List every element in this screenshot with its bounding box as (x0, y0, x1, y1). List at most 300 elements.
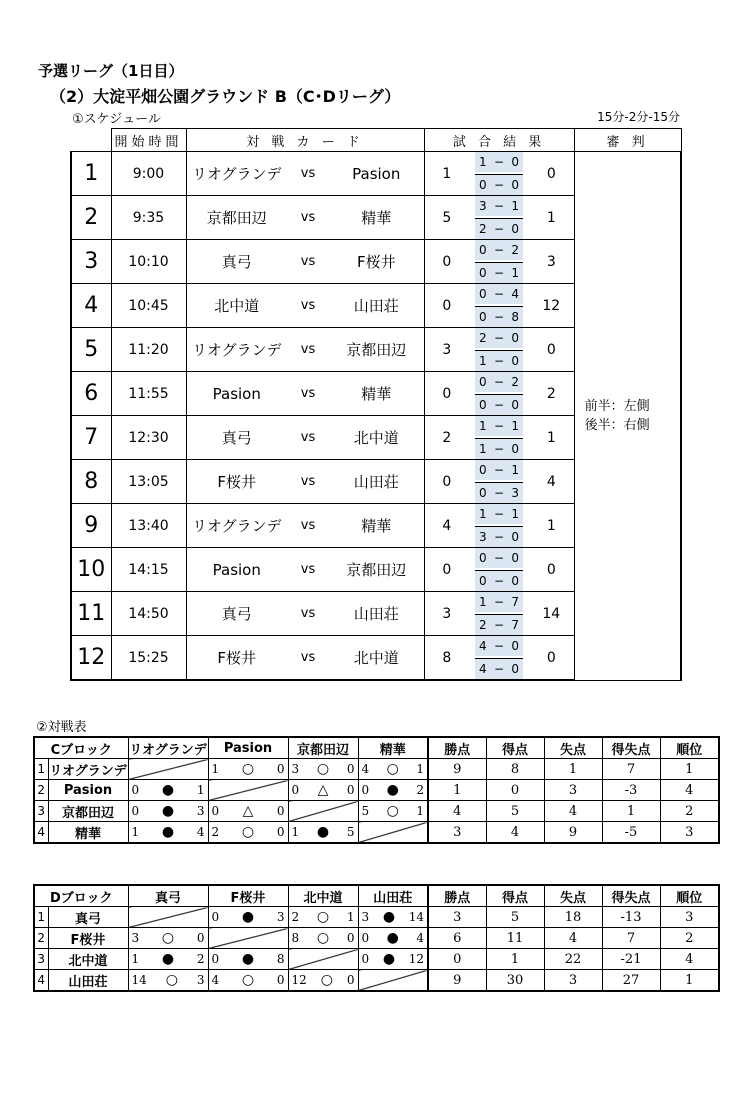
goals-against: 2 (416, 783, 424, 797)
away-team: 北中道 (329, 416, 424, 460)
dash: − (494, 331, 505, 345)
goals-against: 14 (408, 910, 424, 924)
result-mark: ○ (165, 972, 178, 988)
goals-against: 12 (408, 952, 424, 966)
match-result-cell (288, 780, 358, 801)
result-mark: ○ (241, 761, 255, 777)
first-half-score (475, 240, 523, 260)
second-half-score (475, 482, 523, 503)
first-half-score (475, 416, 523, 436)
vs-label: vs (287, 152, 329, 196)
dash: − (494, 419, 505, 433)
second-half-home: 1 (479, 442, 487, 456)
stat-header: 順位 (660, 885, 719, 907)
stat-value: 7 (602, 928, 660, 949)
goals-against: 3 (196, 804, 205, 818)
goals-for: 3 (131, 931, 140, 945)
goals-for: 0 (211, 910, 220, 924)
second-half-home: 2 (479, 222, 487, 236)
home-team: Pasion (186, 548, 287, 592)
first-half-score (475, 328, 523, 348)
home-score: 0 (424, 372, 469, 416)
stat-value: 4 (544, 801, 602, 822)
home-score: 0 (424, 460, 469, 504)
stat-value: 30 (486, 970, 544, 992)
self-match-cell (208, 780, 288, 801)
first-half-away: 0 (511, 331, 520, 345)
match-number: 7 (71, 416, 111, 460)
first-half-home: 1 (479, 155, 487, 169)
stat-value: 11 (486, 928, 544, 949)
first-half-home: 0 (479, 243, 487, 257)
stat-value: 1 (544, 759, 602, 780)
second-half-score (475, 438, 523, 459)
stat-value: 1 (660, 759, 719, 780)
match-number: 10 (71, 548, 111, 592)
stat-value: 1 (486, 949, 544, 970)
match-result-cell (208, 759, 288, 780)
match-number: 8 (71, 460, 111, 504)
home-score: 1 (424, 152, 469, 196)
first-half-home: 0 (479, 551, 487, 565)
block-name: Dブロック (34, 885, 128, 907)
first-half-score (475, 152, 523, 172)
vs-label: vs (287, 284, 329, 328)
header-matchup: 対 戦 カ ー ド (186, 129, 424, 152)
goals-for: 1 (291, 825, 300, 839)
stat-header: 勝点 (428, 885, 486, 907)
row-number: 2 (34, 780, 48, 801)
opponent-header: 精華 (358, 737, 428, 759)
first-half-away: 0 (511, 551, 520, 565)
goals-for: 5 (361, 804, 370, 818)
first-half-score (475, 548, 523, 568)
dash: − (494, 243, 505, 257)
goals-against: 0 (276, 825, 285, 839)
half-scores (469, 504, 529, 548)
match-time: 12:30 (111, 416, 186, 460)
home-team: リオグランデ (186, 152, 287, 196)
result-mark: ● (241, 951, 255, 967)
second-half-score (475, 306, 523, 327)
home-team: 真弓 (186, 592, 287, 636)
standing-row (34, 928, 719, 949)
goals-for: 3 (291, 762, 300, 776)
first-half-score (475, 284, 523, 304)
home-score: 4 (424, 504, 469, 548)
home-team: F桜井 (186, 460, 287, 504)
home-score: 0 (424, 284, 469, 328)
stat-value: 3 (428, 907, 486, 928)
stat-value: 5 (486, 801, 544, 822)
match-result-cell (128, 822, 208, 844)
second-half-score (475, 350, 523, 371)
away-score: 0 (529, 636, 574, 681)
goals-for: 4 (211, 973, 220, 987)
opponent-header: 山田荘 (358, 885, 428, 907)
away-score: 0 (529, 548, 574, 592)
dash: − (494, 530, 505, 544)
goals-for: 0 (361, 783, 370, 797)
match-result-cell (358, 928, 428, 949)
away-score: 2 (529, 372, 574, 416)
home-team: リオグランデ (186, 504, 287, 548)
second-half-home: 0 (479, 310, 487, 324)
result-mark: △ (242, 803, 254, 819)
first-half-score (475, 636, 523, 656)
opponent-header: 真弓 (128, 885, 208, 907)
stat-value: 4 (486, 822, 544, 844)
goals-against: 3 (276, 910, 285, 924)
goals-against: 0 (196, 931, 205, 945)
result-mark: ● (161, 803, 175, 819)
block-header-row (34, 737, 719, 759)
stat-header: 得点 (486, 737, 544, 759)
match-time: 10:10 (111, 240, 186, 284)
dash: − (494, 463, 505, 477)
second-half-away: 8 (511, 310, 520, 324)
second-half-away: 7 (511, 618, 520, 632)
home-team: リオグランデ (186, 328, 287, 372)
first-half-home: 2 (479, 331, 487, 345)
match-time: 15:25 (111, 636, 186, 681)
stat-value: -5 (602, 822, 660, 844)
self-match-cell (358, 970, 428, 992)
half-scores (469, 460, 529, 504)
row-number: 3 (34, 801, 48, 822)
match-number: 4 (71, 284, 111, 328)
away-team: Pasion (329, 152, 424, 196)
result-mark: ○ (241, 824, 255, 840)
team-name: 京都田辺 (48, 801, 128, 822)
row-number: 4 (34, 822, 48, 844)
first-half-score (475, 592, 523, 612)
away-team: 北中道 (329, 636, 424, 681)
match-time: 11:55 (111, 372, 186, 416)
standing-row (34, 907, 719, 928)
second-half-score (475, 570, 523, 591)
opponent-header: リオグランデ (128, 737, 208, 759)
away-score: 3 (529, 240, 574, 284)
second-half-home: 0 (479, 486, 487, 500)
goals-for: 0 (361, 952, 370, 966)
opponent-header: 京都田辺 (288, 737, 358, 759)
away-team: 京都田辺 (329, 328, 424, 372)
result-mark: ○ (241, 972, 255, 988)
match-time: 13:05 (111, 460, 186, 504)
match-format: 15分-2分-15分 (597, 110, 680, 124)
result-mark: ● (386, 782, 399, 798)
block-header-row (34, 885, 719, 907)
half-scores (469, 636, 529, 681)
match-number: 5 (71, 328, 111, 372)
match-time: 14:15 (111, 548, 186, 592)
row-number: 4 (34, 970, 48, 992)
team-name: Pasion (48, 780, 128, 801)
vs-label: vs (287, 504, 329, 548)
second-half-away: 0 (511, 354, 520, 368)
goals-for: 12 (291, 973, 307, 987)
stat-value: 4 (544, 928, 602, 949)
schedule-header-row (71, 129, 681, 152)
stat-value: 2 (660, 801, 719, 822)
result-mark: ○ (386, 803, 399, 819)
stat-value: -3 (602, 780, 660, 801)
team-name: 真弓 (48, 907, 128, 928)
dash: − (494, 266, 505, 280)
first-half-home: 1 (479, 419, 487, 433)
second-half-away: 0 (511, 222, 520, 236)
first-half-home: 0 (479, 463, 487, 477)
home-score: 3 (424, 328, 469, 372)
match-number: 3 (71, 240, 111, 284)
match-result-cell (208, 970, 288, 992)
result-mark: ● (316, 824, 330, 840)
goals-for: 14 (131, 973, 147, 987)
header-blank (71, 129, 111, 152)
stat-value: 22 (544, 949, 602, 970)
match-number: 9 (71, 504, 111, 548)
second-half-home: 0 (479, 266, 487, 280)
goals-against: 1 (416, 804, 424, 818)
second-half-home: 0 (479, 178, 487, 192)
first-half-home: 0 (479, 375, 487, 389)
result-mark: ● (161, 824, 175, 840)
match-number: 1 (71, 152, 111, 196)
result-mark: ● (382, 951, 396, 967)
goals-for: 0 (211, 952, 220, 966)
result-mark: ● (241, 909, 255, 925)
match-result-cell (358, 759, 428, 780)
stat-value: 3 (428, 822, 486, 844)
goals-against: 0 (346, 973, 355, 987)
goals-against: 5 (346, 825, 355, 839)
team-name: F桜井 (48, 928, 128, 949)
stat-value: 4 (660, 949, 719, 970)
result-mark: ○ (320, 972, 333, 988)
goals-against: 4 (196, 825, 205, 839)
goals-against: 2 (196, 952, 205, 966)
row-number: 1 (34, 759, 48, 780)
match-result-cell (128, 949, 208, 970)
header-start-time: 開始時間 (111, 129, 186, 152)
dash: − (494, 662, 505, 676)
result-mark: ● (382, 909, 396, 925)
match-time: 10:45 (111, 284, 186, 328)
dash: − (494, 595, 505, 609)
header-result: 試 合 結 果 (424, 129, 574, 152)
dash: − (494, 310, 505, 324)
match-number: 11 (71, 592, 111, 636)
page-title: 予選リーグ（1日目） (38, 62, 184, 80)
first-half-away: 4 (511, 287, 520, 301)
stat-value: 1 (428, 780, 486, 801)
match-result-cell (208, 949, 288, 970)
first-half-away: 0 (511, 155, 520, 169)
stat-value: -13 (602, 907, 660, 928)
standings-label: ②対戦表 (36, 720, 87, 735)
match-number: 12 (71, 636, 111, 681)
goals-for: 3 (361, 910, 370, 924)
first-half-home: 0 (479, 287, 487, 301)
second-half-home: 2 (479, 618, 487, 632)
away-team: F桜井 (329, 240, 424, 284)
second-half-score (475, 526, 523, 547)
opponent-header: F桜井 (208, 885, 288, 907)
goals-against: 0 (276, 762, 285, 776)
goals-against: 0 (346, 783, 355, 797)
dash: − (494, 354, 505, 368)
stat-value: 8 (486, 759, 544, 780)
second-half-away: 0 (511, 530, 520, 544)
match-result-cell (208, 801, 288, 822)
half-scores (469, 372, 529, 416)
goals-against: 1 (196, 783, 205, 797)
dash: − (494, 639, 505, 653)
row-number: 1 (34, 907, 48, 928)
goals-against: 4 (416, 931, 424, 945)
dash: − (494, 398, 505, 412)
second-half-away: 0 (511, 178, 520, 192)
match-time: 13:40 (111, 504, 186, 548)
home-score: 5 (424, 196, 469, 240)
second-half-score (475, 218, 523, 239)
result-mark: △ (317, 782, 329, 798)
goals-against: 0 (276, 973, 285, 987)
match-result-cell (288, 970, 358, 992)
stat-value: 9 (544, 822, 602, 844)
stat-value: 6 (428, 928, 486, 949)
first-half-away: 1 (511, 463, 520, 477)
half-scores (469, 152, 529, 196)
dash: − (494, 618, 505, 632)
second-half-away: 0 (511, 574, 520, 588)
result-mark: ○ (316, 930, 330, 946)
dash: − (494, 287, 505, 301)
goals-against: 1 (346, 910, 355, 924)
dash: − (494, 551, 505, 565)
stat-value: 2 (660, 928, 719, 949)
match-row (71, 152, 681, 196)
home-score: 0 (424, 548, 469, 592)
match-result-cell (358, 949, 428, 970)
second-half-away: 0 (511, 398, 520, 412)
result-mark: ● (161, 951, 175, 967)
first-half-score (475, 504, 523, 524)
goals-for: 0 (131, 804, 140, 818)
stat-header: 失点 (544, 885, 602, 907)
vs-label: vs (287, 548, 329, 592)
second-half-home: 4 (479, 662, 487, 676)
goals-against: 3 (196, 973, 205, 987)
referee-second-half: 後半：右側 (584, 417, 650, 433)
goals-for: 0 (211, 804, 220, 818)
home-score: 8 (424, 636, 469, 681)
half-scores (469, 548, 529, 592)
self-match-cell (288, 801, 358, 822)
away-score: 4 (529, 460, 574, 504)
half-scores (469, 592, 529, 636)
team-name: 山田荘 (48, 970, 128, 992)
first-half-away: 7 (511, 595, 520, 609)
goals-for: 0 (361, 931, 370, 945)
second-half-score (475, 614, 523, 635)
stat-value: 1 (660, 970, 719, 992)
self-match-cell (128, 907, 208, 928)
dash: − (494, 574, 505, 588)
match-result-cell (208, 822, 288, 844)
away-score: 0 (529, 328, 574, 372)
stat-value: 3 (660, 822, 719, 844)
opponent-header: Pasion (208, 737, 288, 759)
stat-value: 27 (602, 970, 660, 992)
first-half-home: 1 (479, 595, 487, 609)
goals-against: 0 (346, 931, 355, 945)
dash: − (494, 155, 505, 169)
away-score: 0 (529, 152, 574, 196)
half-scores (469, 196, 529, 240)
second-half-home: 0 (479, 398, 487, 412)
stat-value: 0 (486, 780, 544, 801)
vs-label: vs (287, 636, 329, 681)
away-score: 14 (529, 592, 574, 636)
home-team: 北中道 (186, 284, 287, 328)
stat-value: 3 (544, 780, 602, 801)
away-score: 1 (529, 196, 574, 240)
standing-row (34, 801, 719, 822)
self-match-cell (208, 928, 288, 949)
goals-for: 4 (361, 762, 370, 776)
second-half-score (475, 174, 523, 195)
away-score: 1 (529, 416, 574, 460)
goals-against: 0 (346, 762, 355, 776)
goals-for: 0 (131, 783, 140, 797)
match-result-cell (128, 970, 208, 992)
away-score: 1 (529, 504, 574, 548)
vs-label: vs (287, 240, 329, 284)
goals-against: 0 (276, 804, 285, 818)
stat-value: 9 (428, 970, 486, 992)
match-result-cell (288, 822, 358, 844)
away-team: 山田荘 (329, 284, 424, 328)
second-half-away: 3 (511, 486, 520, 500)
first-half-home: 1 (479, 507, 487, 521)
half-scores (469, 240, 529, 284)
dash: − (494, 375, 505, 389)
stat-header: 失点 (544, 737, 602, 759)
second-half-away: 0 (511, 442, 520, 456)
first-half-away: 0 (511, 639, 520, 653)
home-score: 2 (424, 416, 469, 460)
match-result-cell (358, 780, 428, 801)
match-result-cell (288, 907, 358, 928)
half-scores (469, 284, 529, 328)
match-result-cell (288, 928, 358, 949)
away-team: 山田荘 (329, 592, 424, 636)
match-time: 14:50 (111, 592, 186, 636)
opponent-header: 北中道 (288, 885, 358, 907)
second-half-away: 0 (511, 662, 520, 676)
second-half-home: 3 (479, 530, 487, 544)
dash: − (494, 199, 505, 213)
stat-value: 5 (486, 907, 544, 928)
first-half-score (475, 372, 523, 392)
match-result-cell (358, 907, 428, 928)
standing-row (34, 759, 719, 780)
goals-against: 8 (276, 952, 285, 966)
vs-label: vs (287, 196, 329, 240)
first-half-away: 2 (511, 375, 520, 389)
